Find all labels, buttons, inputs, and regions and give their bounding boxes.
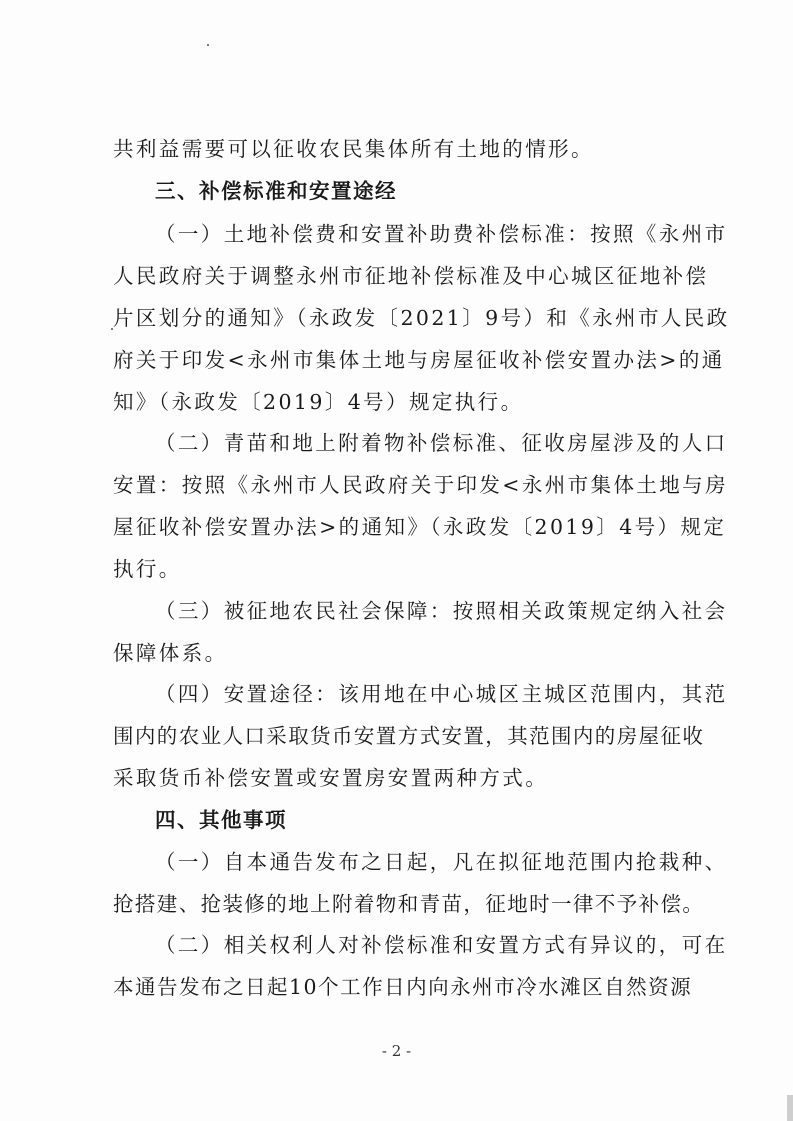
paragraph-line: 知》（永政发〔2019〕4号）规定执行。: [113, 390, 524, 414]
paragraph-line: 屋征收补偿安置办法>的通知》（永政发〔2019〕4号）规定: [113, 515, 727, 539]
paragraph-line: 围内的农业人口采取货币安置方式安置，其范围内的房屋征收: [113, 724, 705, 748]
scan-edge-mark: [787, 1095, 793, 1121]
paragraph-line: 府关于印发<永州市集体土地与房屋征收补偿安置办法>的通: [113, 348, 725, 372]
paragraph-line: 安置：按照《永州市人民政府关于印发<永州市集体土地与房: [113, 473, 728, 497]
paragraph-line: 共利益需要可以征收农民集体所有土地的情形。: [113, 137, 594, 161]
paragraph-line: （三）被征地农民社会保障：按照相关政策规定纳入社会: [155, 599, 728, 623]
paragraph-line: 保障体系。: [113, 641, 228, 665]
page-number: - 2 -: [381, 1042, 412, 1060]
paragraph-line: （二）青苗和地上附着物补偿标准、征收房屋涉及的人口: [155, 431, 728, 455]
paragraph-line: 本通告发布之日起10个工作日内向永州市冷水滩区自然资源: [113, 975, 693, 999]
paragraph-line: 人民政府关于调整永州市征地补偿标准及中心城区征地补偿: [113, 264, 709, 288]
paragraph-line: 片区划分的通知》（永政发〔2021〕9号）和《永州市人民政: [113, 306, 730, 330]
scan-speck: [207, 44, 209, 46]
paragraph-line: （一）自本通告发布之日起，凡在拟征地范围内抢栽种、: [155, 850, 728, 874]
paragraph-line: （一）土地补偿费和安置补助费补偿标准：按照《永州市: [155, 222, 728, 246]
paragraph-line: 执行。: [113, 557, 182, 581]
paragraph-line: 抢搭建、抢装修的地上附着物和青苗，征地时一律不予补偿。: [113, 892, 705, 916]
paragraph-line: （四）安置途径：该用地在中心城区主城区范围内，其范: [155, 682, 728, 706]
section-heading-4: 四、其他事项: [155, 808, 287, 832]
section-heading-3: 三、补偿标准和安置途经: [155, 179, 397, 203]
paragraph-line: 采取货币补偿安置或安置房安置两种方式。: [113, 766, 549, 790]
paragraph-line: （二）相关权利人对补偿标准和安置方式有异议的，可在: [155, 933, 728, 957]
